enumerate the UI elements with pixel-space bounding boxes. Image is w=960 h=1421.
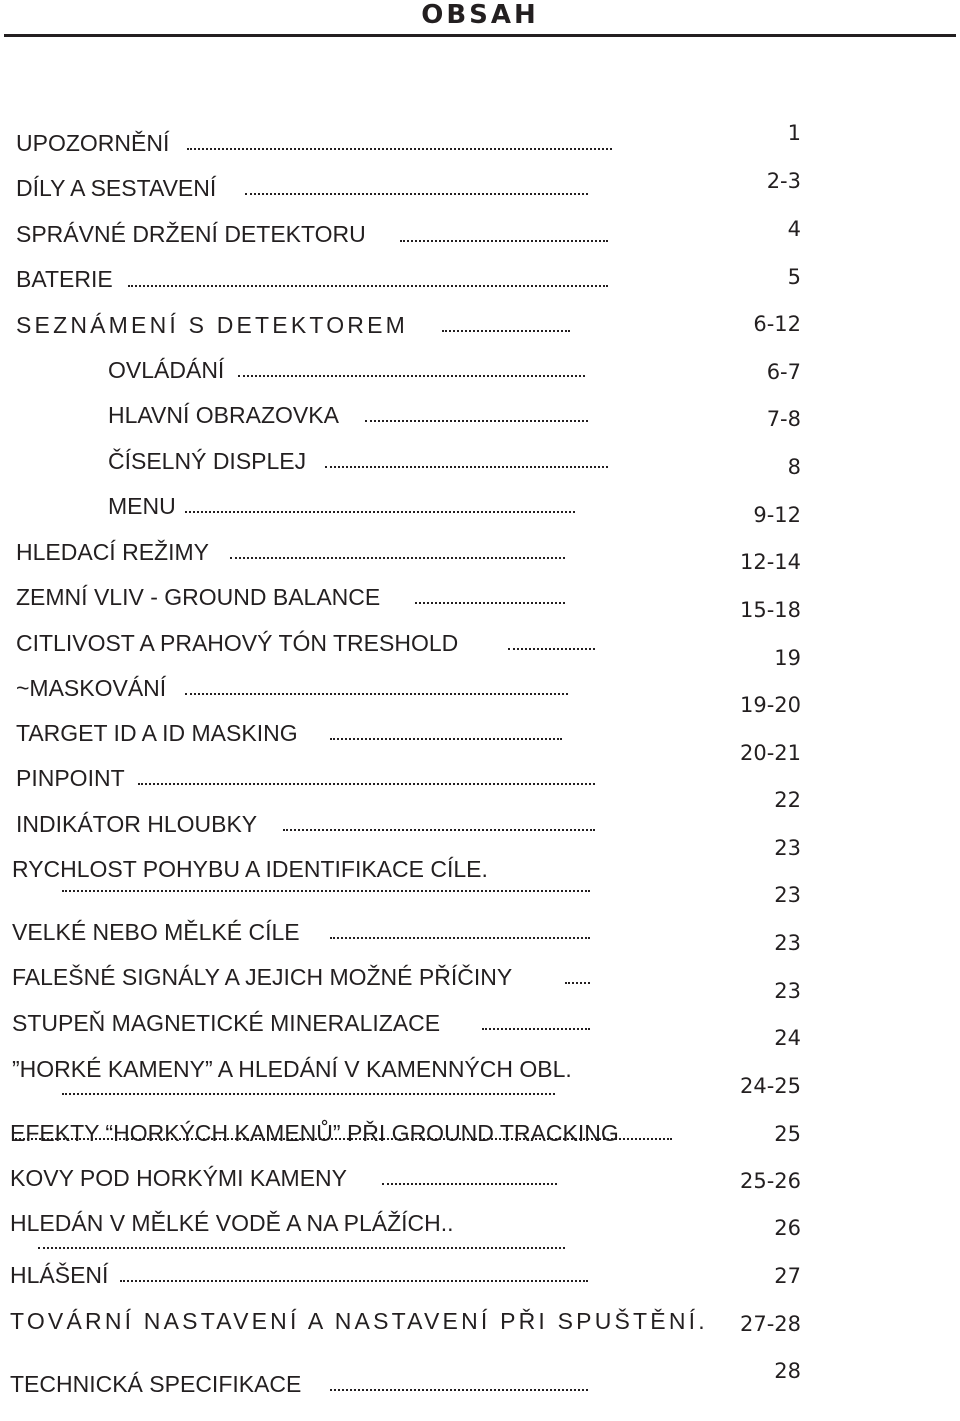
toc-entry-label: HLAVNÍ OBRAZOVKA xyxy=(108,402,339,428)
toc-entry-label: SPRÁVNÉ DRŽENÍ DETEKTORU xyxy=(16,221,366,247)
toc-page-number: 24 xyxy=(774,1026,801,1050)
toc-entry-label: KOVY POD HORKÝMI KAMENY xyxy=(10,1165,347,1191)
toc-page-number: 23 xyxy=(774,931,801,955)
toc-entry-label: ~MASKOVÁNÍ xyxy=(16,675,167,701)
dot-leader xyxy=(185,693,568,695)
dot-leader xyxy=(12,1138,672,1140)
toc-entry xyxy=(16,630,458,656)
dot-leader xyxy=(187,148,612,150)
toc-entry-label: PINPOINT xyxy=(16,765,125,791)
toc-entry-label: ČÍSELNÝ DISPLEJ xyxy=(108,448,307,474)
toc-entry xyxy=(10,1165,347,1191)
toc-entry-label: ZEMNÍ VLIV - GROUND BALANCE xyxy=(16,584,381,610)
toc-page-number: 27-28 xyxy=(739,1312,801,1336)
dot-leader xyxy=(325,466,608,468)
toc-page-number: 8 xyxy=(787,455,801,479)
toc-page-number: 26 xyxy=(774,1216,801,1240)
toc-entry xyxy=(16,130,169,156)
toc-entry-label: INDIKÁTOR HLOUBKY xyxy=(16,811,258,837)
toc-page-number: 7-8 xyxy=(766,407,801,431)
toc-entry xyxy=(16,221,366,247)
toc-page-number: 19 xyxy=(774,646,801,670)
toc-page-number: 20-21 xyxy=(739,741,801,765)
dot-leader xyxy=(120,1280,588,1282)
dot-leader xyxy=(382,1183,557,1185)
toc-entry-label: SEZNÁMENÍ S DETEKTOREM xyxy=(16,312,409,338)
toc-entry xyxy=(16,539,209,565)
dot-leader xyxy=(283,829,595,831)
toc-page-number: 2-3 xyxy=(766,169,801,193)
toc-entry xyxy=(16,720,298,746)
toc-entry xyxy=(108,448,306,474)
toc-page-number: 15-18 xyxy=(739,598,801,622)
toc-page-number: 25-26 xyxy=(739,1169,801,1193)
toc-page-number: 28 xyxy=(774,1359,801,1383)
toc-entry-label: BATERIE xyxy=(16,266,113,292)
toc-entry xyxy=(12,919,300,945)
toc-page-number: 9-12 xyxy=(753,503,801,527)
toc-page-number: 19-20 xyxy=(739,693,801,717)
toc-page-number: 23 xyxy=(774,836,801,860)
dot-leader xyxy=(400,240,608,242)
toc-entry xyxy=(16,765,125,791)
toc-entry xyxy=(16,584,380,610)
toc-entry-label: HLEDÁN V MĚLKÉ VODĚ A NA PLÁŽÍCH.. xyxy=(10,1210,454,1236)
dot-leader xyxy=(365,420,588,422)
toc-entry xyxy=(12,964,512,990)
toc-page-number: 27 xyxy=(774,1264,801,1288)
toc-entry xyxy=(12,856,488,882)
dot-leader xyxy=(38,1247,565,1249)
toc-entry-label: UPOZORNĚNÍ xyxy=(16,130,170,156)
page-title: OBSAH xyxy=(421,0,539,30)
toc-entry xyxy=(12,1010,440,1036)
dot-leader xyxy=(330,1389,588,1391)
toc-entry xyxy=(12,1056,572,1082)
toc-page-number: 5 xyxy=(787,265,801,289)
toc-page-number: 4 xyxy=(787,217,801,241)
toc-entry xyxy=(16,312,408,338)
toc-entry xyxy=(16,675,166,701)
toc-entry-label: DÍLY A SESTAVENÍ xyxy=(16,175,217,201)
dot-leader xyxy=(482,1028,590,1030)
dot-leader xyxy=(62,1093,555,1095)
toc-entry xyxy=(108,357,224,383)
toc-page-number: 25 xyxy=(774,1122,801,1146)
toc-page-number: 6-7 xyxy=(766,360,801,384)
toc-entry xyxy=(10,1210,454,1236)
toc-entry xyxy=(10,1262,108,1288)
toc-entry-label: RYCHLOST POHYBU A IDENTIFIKACE CÍLE. xyxy=(12,856,488,882)
toc-entry xyxy=(16,175,216,201)
toc-page-number: 12-14 xyxy=(739,550,801,574)
toc-entry-label: OVLÁDÁNÍ xyxy=(108,357,225,383)
dot-leader xyxy=(238,375,585,377)
toc-page-number: 6-12 xyxy=(753,312,801,336)
dot-leader xyxy=(185,511,575,513)
toc-entry xyxy=(108,402,339,428)
toc-entry-label: MENU xyxy=(108,493,176,519)
toc-page-number: 1 xyxy=(787,121,801,145)
dot-leader xyxy=(415,602,565,604)
toc-page-number: 24-25 xyxy=(739,1074,801,1098)
toc-entry xyxy=(16,266,113,292)
toc-entry-label: TOVÁRNÍ NASTAVENÍ A NASTAVENÍ PŘI SPUŠTĚNÍ. xyxy=(10,1308,708,1334)
dot-leader xyxy=(565,982,590,984)
dot-leader xyxy=(442,330,570,332)
toc-entry xyxy=(10,1308,708,1334)
toc-entry-label: HLEDACÍ REŽIMY xyxy=(16,539,209,565)
toc-entry-label: STUPEŇ MAGNETICKÉ MINERALIZACE xyxy=(12,1010,441,1036)
toc-entry xyxy=(10,1371,301,1397)
toc-entry-label: VELKÉ NEBO MĚLKÉ CÍLE xyxy=(12,919,300,945)
dot-leader xyxy=(330,738,562,740)
toc-entry xyxy=(10,1120,619,1146)
dot-leader xyxy=(330,937,590,939)
toc-entry-label: TARGET ID A ID MASKING xyxy=(16,720,298,746)
toc-page-number: 23 xyxy=(774,979,801,1003)
dot-leader xyxy=(245,193,588,195)
toc-entry xyxy=(16,811,257,837)
toc-entry xyxy=(108,493,176,519)
dot-leader xyxy=(230,557,565,559)
toc-page-number: 23 xyxy=(774,883,801,907)
dot-leader xyxy=(508,648,595,650)
toc-page-number: 22 xyxy=(774,788,801,812)
title-rule xyxy=(4,34,956,37)
dot-leader xyxy=(138,783,595,785)
toc-entry-label: HLÁŠENÍ xyxy=(10,1262,109,1288)
toc-entry-label: TECHNICKÁ SPECIFIKACE xyxy=(10,1371,302,1397)
dot-leader xyxy=(128,285,608,287)
toc-entry-label: EFEKTY “HORKÝCH KAMENŮ” PŘI GROUND TRACKING xyxy=(10,1120,619,1146)
toc-entry-label: FALEŠNÉ SIGNÁLY A JEJICH MOŽNÉ PŘÍČINY xyxy=(12,964,513,990)
toc-entry-label: ”HORKÉ KAMENY” A HLEDÁNÍ V KAMENNÝCH OBL. xyxy=(12,1056,572,1082)
dot-leader xyxy=(62,890,590,892)
toc-entry-label: CITLIVOST A PRAHOVÝ TÓN TRESHOLD xyxy=(16,630,459,656)
